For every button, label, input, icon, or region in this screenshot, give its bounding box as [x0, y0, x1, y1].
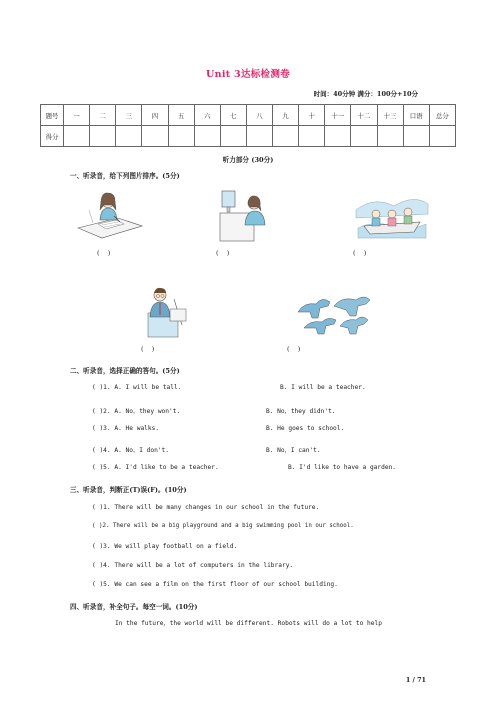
question-item [92, 464, 219, 471]
question-number[interactable]: ( )3. [92, 425, 111, 432]
table-cell: 题号 [41, 105, 64, 126]
table-cell: 口语 [403, 105, 429, 126]
table-cell: 五 [168, 105, 194, 126]
score-cell[interactable] [168, 126, 194, 147]
question-number[interactable]: ( )4. [92, 447, 111, 454]
table-cell: 三 [116, 105, 142, 126]
score-cell[interactable] [429, 126, 455, 147]
score-cell[interactable] [403, 126, 429, 147]
section2-heading: 二、听录音，选择正确的答句。(5分) [70, 367, 180, 375]
question-number[interactable]: ( )1. [92, 384, 111, 391]
score-cell[interactable] [116, 126, 142, 147]
girl-writing-image [74, 190, 146, 242]
option-b: B. He goes to school. [266, 425, 345, 432]
option-b: B. I will be a teacher. [280, 384, 366, 391]
section4-heading: 四、听录音，补全句子。每空一词。(10分) [70, 603, 198, 611]
option-a: A. I'd like to be a teacher. [114, 464, 219, 471]
question-item [92, 406, 180, 415]
option-b: B. No，I can't. [266, 447, 321, 454]
answer-paren[interactable]: ( ) [216, 249, 230, 257]
score-cell[interactable] [351, 126, 377, 147]
score-table-score-row [41, 126, 456, 147]
score-cell[interactable] [299, 126, 325, 147]
section3-heading: 三、听录音，判断正(T)误(F)。(10分) [70, 486, 187, 494]
score-cell[interactable] [90, 126, 116, 147]
page-number: 1 / 71 [405, 676, 426, 684]
option-a: A. No，I don't. [114, 447, 169, 454]
question-item [92, 425, 159, 432]
answer-paren[interactable]: ( ) [353, 249, 367, 257]
tf-item: ( )4. There will be a lot of computers in the library. [92, 562, 294, 569]
table-cell: 六 [194, 105, 220, 126]
answer-paren[interactable]: ( ) [287, 345, 301, 353]
score-cell[interactable] [64, 126, 90, 147]
table-cell: 十 [299, 105, 325, 126]
tf-item: ( )1. There will be many changes in our school in the future. [92, 504, 320, 511]
table-cell: 一 [64, 105, 90, 126]
score-cell[interactable] [194, 126, 220, 147]
option-b: B. No，they didn't. [266, 408, 336, 415]
tf-item: ( )2. There will be a big playground and a big swimming pool in our school. [92, 523, 354, 529]
score-table [40, 104, 456, 147]
score-cell[interactable] [377, 126, 403, 147]
page-title: Unit 3达标检测卷 [206, 69, 290, 80]
dinosaurs-image [294, 292, 374, 336]
listening-part-heading: 听力部分 (30分) [222, 156, 274, 164]
score-table-header-row [41, 105, 456, 126]
time-info: 时间：40分钟 满分：100分+10分 [313, 90, 418, 98]
tf-item: ( )5. We can see a film on the first floor of our school building. [92, 581, 338, 588]
question-number[interactable]: ( )2. [92, 408, 111, 415]
answer-paren[interactable]: ( ) [141, 345, 155, 353]
girl-computer-image [218, 187, 274, 243]
table-cell: 二 [90, 105, 116, 126]
table-cell: 四 [142, 105, 168, 126]
option-a: A. I will be tall. [114, 384, 182, 391]
table-cell: 十一 [325, 105, 351, 126]
option-b: B. I'd like to have a garden. [288, 464, 397, 471]
kids-boat-image [354, 192, 430, 242]
table-cell: 得分 [41, 126, 64, 147]
answer-paren[interactable]: ( ) [97, 249, 111, 257]
option-a: A. He walks. [114, 425, 160, 432]
section4-passage: In the future，the world will be different. Robots will do a lot to help [115, 620, 382, 627]
score-cell[interactable] [220, 126, 246, 147]
option-a: A. No，they won't. [114, 408, 181, 415]
question-item [92, 384, 181, 391]
question-number[interactable]: ( )5. [92, 464, 111, 471]
table-cell: 十三 [377, 105, 403, 126]
man-glasses-image [138, 285, 194, 339]
table-cell: 九 [273, 105, 299, 126]
score-cell[interactable] [325, 126, 351, 147]
question-item [92, 445, 169, 454]
score-cell[interactable] [246, 126, 272, 147]
table-cell: 七 [220, 105, 246, 126]
table-cell: 十二 [351, 105, 377, 126]
table-cell: 总分 [429, 105, 455, 126]
score-cell[interactable] [142, 126, 168, 147]
tf-item: ( )3. We will play football on a field. [92, 543, 238, 550]
table-cell: 八 [246, 105, 272, 126]
section1-heading: 一、听录音，给下列图片排序。(5分) [70, 172, 180, 180]
score-cell[interactable] [273, 126, 299, 147]
